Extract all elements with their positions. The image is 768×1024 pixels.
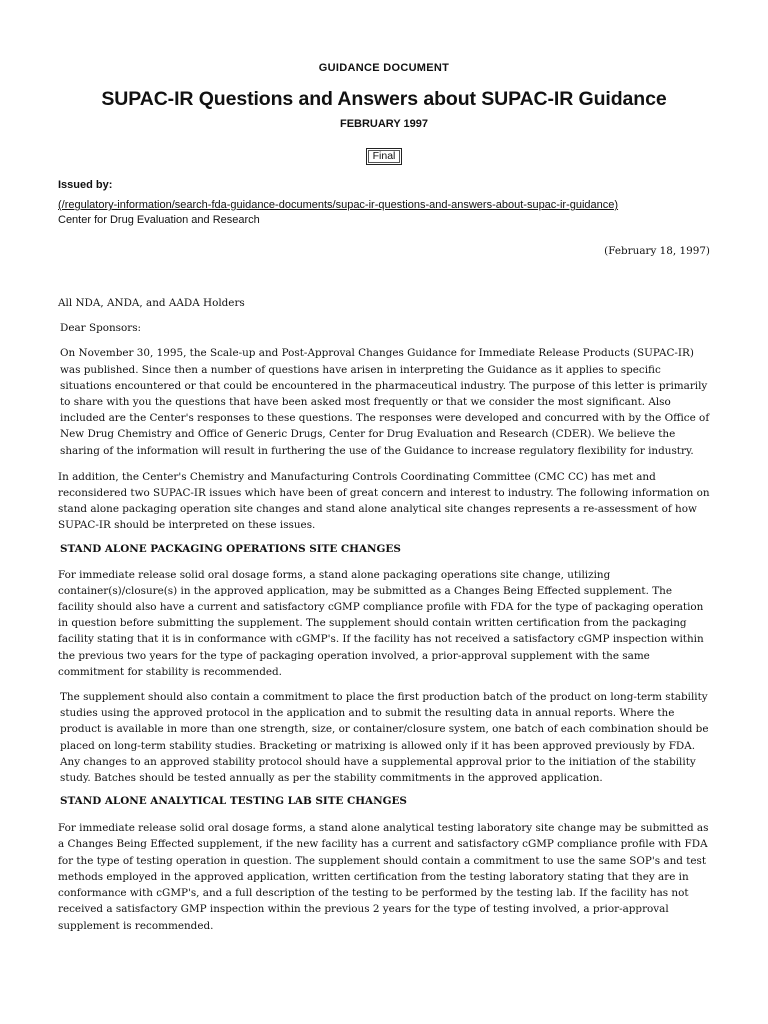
paragraph-packaging-site-change: For immediate release solid oral dosage forms, a stand alone packaging operations site change, utilizing container(s)/closure(s) in the approved application, may be submitted as a Changes Being Effected supplement. The facility should also have a current and satisfactory cGMP compliance profile with FDA for the type of packaging operation in question before submitting the supplement. The supplement should contain written certification from the packaging facility stating that it is in conformance with cGMP's. If the facility has not received a satisfactory cGMP inspection within the previous two years for the type of packaging operation involved, a prior-approval supplement with the same commitment for stability is recommended. xyxy=(58,568,704,678)
section-heading-packaging: STAND ALONE PACKAGING OPERATIONS SITE CHANGES xyxy=(60,542,401,555)
issued-by-link[interactable]: (/regulatory-information/search-fda-guidance-documents/supac-ir-questions-and-answers-about-supac-ir-guidance) xyxy=(58,199,619,211)
letter-salutation: Dear Sponsors: xyxy=(60,322,142,335)
letter-date: (February 18, 1997) xyxy=(604,245,710,257)
paragraph-introduction: On November 30, 1995, the Scale-up and Post-Approval Changes Guidance for Immediate Release Products (SUPAC-IR) was published. Since then a number of questions have arisen in interpreting the Guidance as it applies to specific situations encountered or that could be encountered in the pharmaceutical industry. The purpose of this letter is primarily to share with you the questions that have been asked most frequently or that we consider the most significant. Also included are the Center's responses to these questions. The responses were developed and concurred with by the Office of New Drug Chemistry and Office of Generic Drugs, Center for Drug Evaluation and Research (CDER). We believe the sharing of the information will result in furthering the use of the Guidance to increase regulatory flexibility for industry. xyxy=(60,347,710,457)
letter-addressee: All NDA, ANDA, and AADA Holders xyxy=(58,297,245,309)
issued-by-label: Issued by: xyxy=(58,179,113,191)
section-heading-analytical-lab: STAND ALONE ANALYTICAL TESTING LAB SITE CHANGES xyxy=(60,795,407,808)
issuing-organization: Center for Drug Evaluation and Research xyxy=(58,214,260,226)
document-page xyxy=(58,62,710,934)
document-date: FEBRUARY 1997 xyxy=(339,118,429,130)
page-title: SUPAC-IR Questions and Answers about SUPAC-IR Guidance xyxy=(101,88,667,110)
paragraph-stability-commitment: The supplement should also contain a commitment to place the first production batch of the product on long-term stability studies using the approved protocol in the application and to submit the resulting data in annual reports. Where the product is available in more than one strength, size, or container/closure system, one batch of each combination should be placed on long-term stability studies. Bracketing or matrixing is allowed only if it has been approved previously by FDA. Any changes to an approved stability protocol should have a supplemental approval prior to the initiation of the stability study. Batches should be tested annually as per the stability commitments in the approved application. xyxy=(60,691,709,785)
paragraph-analytical-lab-site-change: For immediate release solid oral dosage forms, a stand alone analytical testing laboratory site change may be submitted as a Changes Being Effected supplement, if the new facility has a current and satisfactory cGMP compliance profile with FDA for the type of testing operation in question. The supplement should contain a commitment to use the same SOP's and test methods employed in the approved application, written certification from the testing laboratory stating that they are in conformance with cGMP's, and a full description of the testing to be performed by the testing lab. If the facility has not received a satisfactory GMP inspection within the previous 2 years for the type of testing involved, a prior-approval supplement is recommended. xyxy=(58,822,709,932)
paragraph-cmc-committee: In addition, the Center's Chemistry and Manufacturing Controls Coordinating Committee (CMC CC) has met and reconsidered two SUPAC-IR issues which have been of great concern and interest to industry. The following information on stand alone packaging operation site changes and stand alone analytical site changes represents a re-assessment of how SUPAC-IR should be interpreted on these issues. xyxy=(58,470,710,532)
status-badge-wrapper xyxy=(58,146,710,163)
document-type-label: GUIDANCE DOCUMENT xyxy=(318,62,450,74)
status-badge: Final xyxy=(366,148,403,165)
